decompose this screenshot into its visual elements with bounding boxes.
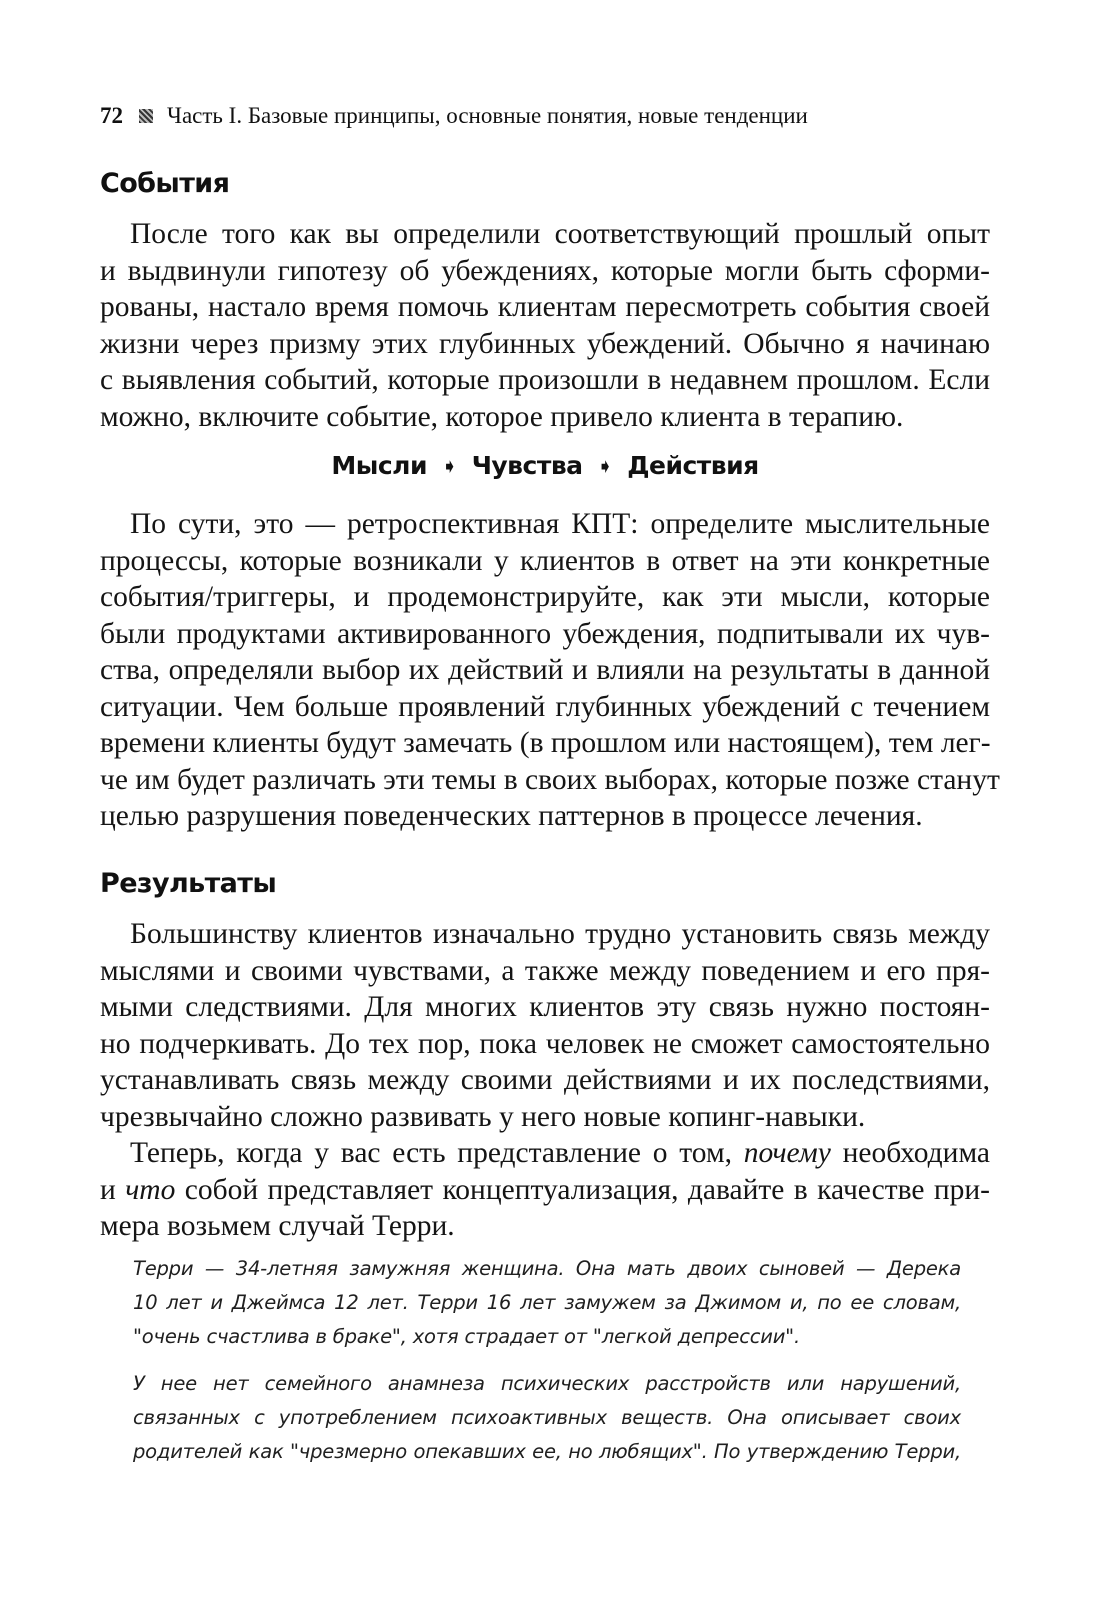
text-line: процессы, которые возникали у клиентов в ответ на эти конкретные [100,544,990,577]
text-line: жизни через призму этих глубинных убеждений. Обычно я начинаю [100,327,990,360]
text-fragment: собой представляет концептуализация, давайте в качестве при- [184,1173,990,1206]
text-line: были продуктами активированного убеждения, подпитывали их чув- [100,617,990,650]
text-line [100,1135,990,1172]
emphasis-what: что [125,1173,176,1206]
subheading-thoughts-feelings-actions [100,451,990,480]
case-line: связанных с употреблением психоактивных веществ. Она описывает своих [133,1406,961,1429]
case-line: У нее нет семейного анамнеза психических расстройств или нарушений, [133,1372,961,1395]
case-study-paragraph-1 [133,1252,961,1354]
text-line: мыслями и своими чувствами, а также между поведением и его пря- [100,954,990,987]
arrow-right-icon: ➧ [441,454,458,478]
text-line: но подчеркивать. До тех пор, пока человек не сможет самостоятельно [100,1027,990,1060]
text-line: события/триггеры, и продемонстрируйте, как эти мысли, которые [100,581,990,613]
text-line: рованы, настало время помочь клиентам пересмотреть события своей [100,291,990,323]
paragraph-results-1 [100,916,990,1135]
text-line: мера возьмем случай Терри. [100,1210,455,1242]
case-line: 10 лет и Джеймса 12 лет. Терри 16 лет замужем за Джимом и, по ее словам, [133,1291,961,1314]
text-line [100,1172,990,1209]
subheading-part-thoughts: Мысли [331,451,427,480]
text-line: че им будет различать эти темы в своих выборах, которые позже станут [100,763,1000,796]
text-line: времени клиенты будут замечать (в прошлом или настоящем), тем лег- [100,727,991,759]
subheading-part-actions: Действия [627,451,759,480]
page-number: 72 [100,103,123,128]
text-line: устанавливать связь между своими действиями и их последствиями, [100,1064,990,1096]
text-line: Большинству клиентов изначально трудно установить связь между [130,918,990,950]
text-line: чрезвычайно сложно развивать у него новые копинг-навыки. [100,1100,866,1133]
case-line: Терри — 34-летняя замужняя женщина. Она мать двоих сыновей — Дерека [133,1257,961,1280]
text-line: с выявления событий, которые произошли в недавнем прошлом. Если [100,364,990,396]
paragraph-results-2 [100,1135,990,1245]
text-line: мыми следствиями. Для многих клиентов эту связь нужно постоян- [100,991,990,1023]
text-line: ситуации. Чем больше проявлений глубинных убеждений с течением [100,690,990,723]
text-line: ства, определяли выбор их действий и влияли на результаты в данной [100,654,990,686]
running-header [100,96,1020,136]
section-heading-results: Результаты [100,868,277,899]
case-line: родителей как "чрезмерно опекавших ее, но любящих". По утверждению Терри, [133,1440,961,1463]
text-fragment: и [100,1173,116,1206]
text-line: и выдвинули гипотезу об убеждениях, которые могли быть сформи- [100,254,990,287]
emphasis-why: почему [743,1137,831,1169]
text-line: целью разрушения поведенческих паттернов в процессе лечения. [100,800,923,832]
text-fragment: Теперь, когда у вас есть представление о том, [130,1137,732,1169]
text-fragment: необходима [842,1137,991,1169]
header-square-marker-icon [139,109,153,123]
paragraph-thoughts-feelings-actions [100,506,1000,835]
case-line: "очень счастлива в браке", хотя страдает от "легкой депрессии". [133,1325,800,1348]
text-line: По сути, это — ретроспективная КПТ: определите мыслительные [130,508,990,540]
case-study-paragraph-2 [133,1367,961,1469]
running-title: Часть I. Базовые принципы, основные понятия, новые тенденции [167,103,808,128]
text-line: можно, включите событие, которое привело клиента в терапию. [100,400,904,433]
section-heading-events: События [100,168,230,199]
paragraph-events [100,216,990,435]
text-line: После того как вы определили соответствующий прошлый опыт [130,218,990,250]
arrow-right-icon: ➧ [596,454,613,478]
subheading-part-feelings: Чувства [471,451,583,480]
